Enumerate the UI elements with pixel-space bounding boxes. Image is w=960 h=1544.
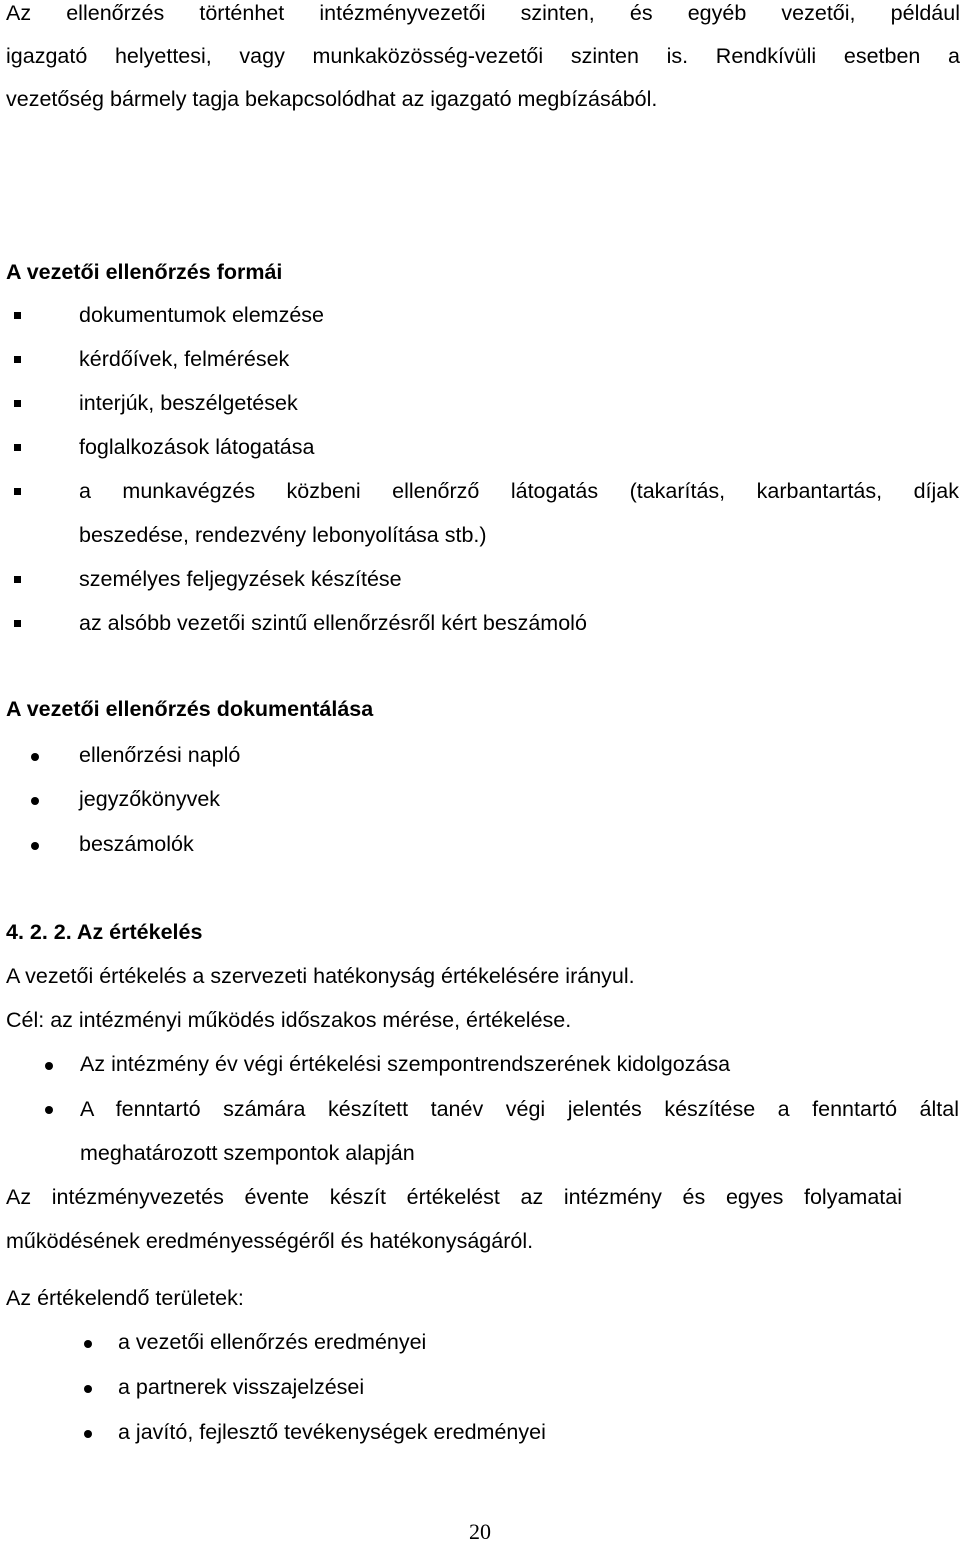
- list-item: a javító, fejlesztő tevékenységek eredményei: [118, 1420, 546, 1444]
- bullet-dot-icon: [31, 753, 39, 761]
- list-item: beszámolók: [79, 832, 194, 856]
- list-item: dokumentumok elemzése: [79, 303, 324, 327]
- evaluation-line-2: Cél: az intézményi működés időszakos mérése, értékelése.: [6, 1008, 572, 1032]
- bullet-dot-icon: [45, 1106, 53, 1114]
- list-item: kérdőívek, felmérések: [79, 347, 290, 371]
- square-bullet-icon: [14, 488, 21, 495]
- evaluation-line-1: A vezetői értékelés a szervezeti hatékonyság értékelésére irányul.: [6, 964, 635, 988]
- documentation-heading: A vezetői ellenőrzés dokumentálása: [6, 697, 374, 721]
- evaluation-paragraph-line-2: működésének eredményességéről és hatékonyságáról.: [6, 1229, 534, 1253]
- page-number: 20: [469, 1519, 491, 1544]
- square-bullet-icon: [14, 356, 21, 363]
- list-item: az alsóbb vezetői szintű ellenőrzésről kért beszámoló: [79, 611, 587, 635]
- list-item: a munkavégzés közbeni ellenőrző látogatás (takarítás, karbantartás, díjak: [79, 479, 959, 503]
- intro-line-2: igazgató helyettesi, vagy munkaközösség-vezetői szinten is. Rendkívüli esetben a: [6, 44, 960, 68]
- square-bullet-icon: [14, 444, 21, 451]
- intro-line-1: Az ellenőrzés történhet intézményvezetői szinten, és egyéb vezetői, például: [6, 1, 960, 25]
- list-item: Az intézmény év végi értékelési szempontrendszerének kidolgozása: [80, 1052, 731, 1076]
- list-item: A fenntartó számára készített tanév végi jelentés készítése a fenntartó által: [80, 1097, 959, 1121]
- list-item-continuation: meghatározott szempontok alapján: [80, 1141, 415, 1165]
- intro-line-3: vezetőség bármely tagja bekapcsolódhat az igazgató megbízásából.: [6, 87, 658, 111]
- list-item: a partnerek visszajelzései: [118, 1375, 365, 1399]
- areas-label: Az értékelendő területek:: [6, 1286, 244, 1310]
- bullet-dot-icon: [84, 1430, 92, 1438]
- evaluation-heading: 4. 2. 2. Az értékelés: [6, 920, 203, 944]
- list-item: személyes feljegyzések készítése: [79, 567, 402, 591]
- square-bullet-icon: [14, 620, 21, 627]
- square-bullet-icon: [14, 576, 21, 583]
- list-item: jegyzőkönyvek: [79, 787, 221, 811]
- list-item: interjúk, beszélgetések: [79, 391, 298, 415]
- evaluation-paragraph-line-1: Az intézményvezetés évente készít értékelést az intézmény és egyes folyamatai: [6, 1185, 902, 1209]
- bullet-dot-icon: [45, 1062, 53, 1070]
- square-bullet-icon: [14, 400, 21, 407]
- list-item: ellenőrzési napló: [79, 743, 241, 767]
- bullet-dot-icon: [31, 797, 39, 805]
- list-item-continuation: beszedése, rendezvény lebonyolítása stb.): [79, 523, 487, 547]
- bullet-dot-icon: [84, 1385, 92, 1393]
- list-item: a vezetői ellenőrzés eredményei: [118, 1330, 427, 1354]
- bullet-dot-icon: [84, 1340, 92, 1348]
- list-item: foglalkozások látogatása: [79, 435, 315, 459]
- bullet-dot-icon: [31, 842, 39, 850]
- forms-heading: A vezetői ellenőrzés formái: [6, 260, 283, 284]
- square-bullet-icon: [14, 312, 21, 319]
